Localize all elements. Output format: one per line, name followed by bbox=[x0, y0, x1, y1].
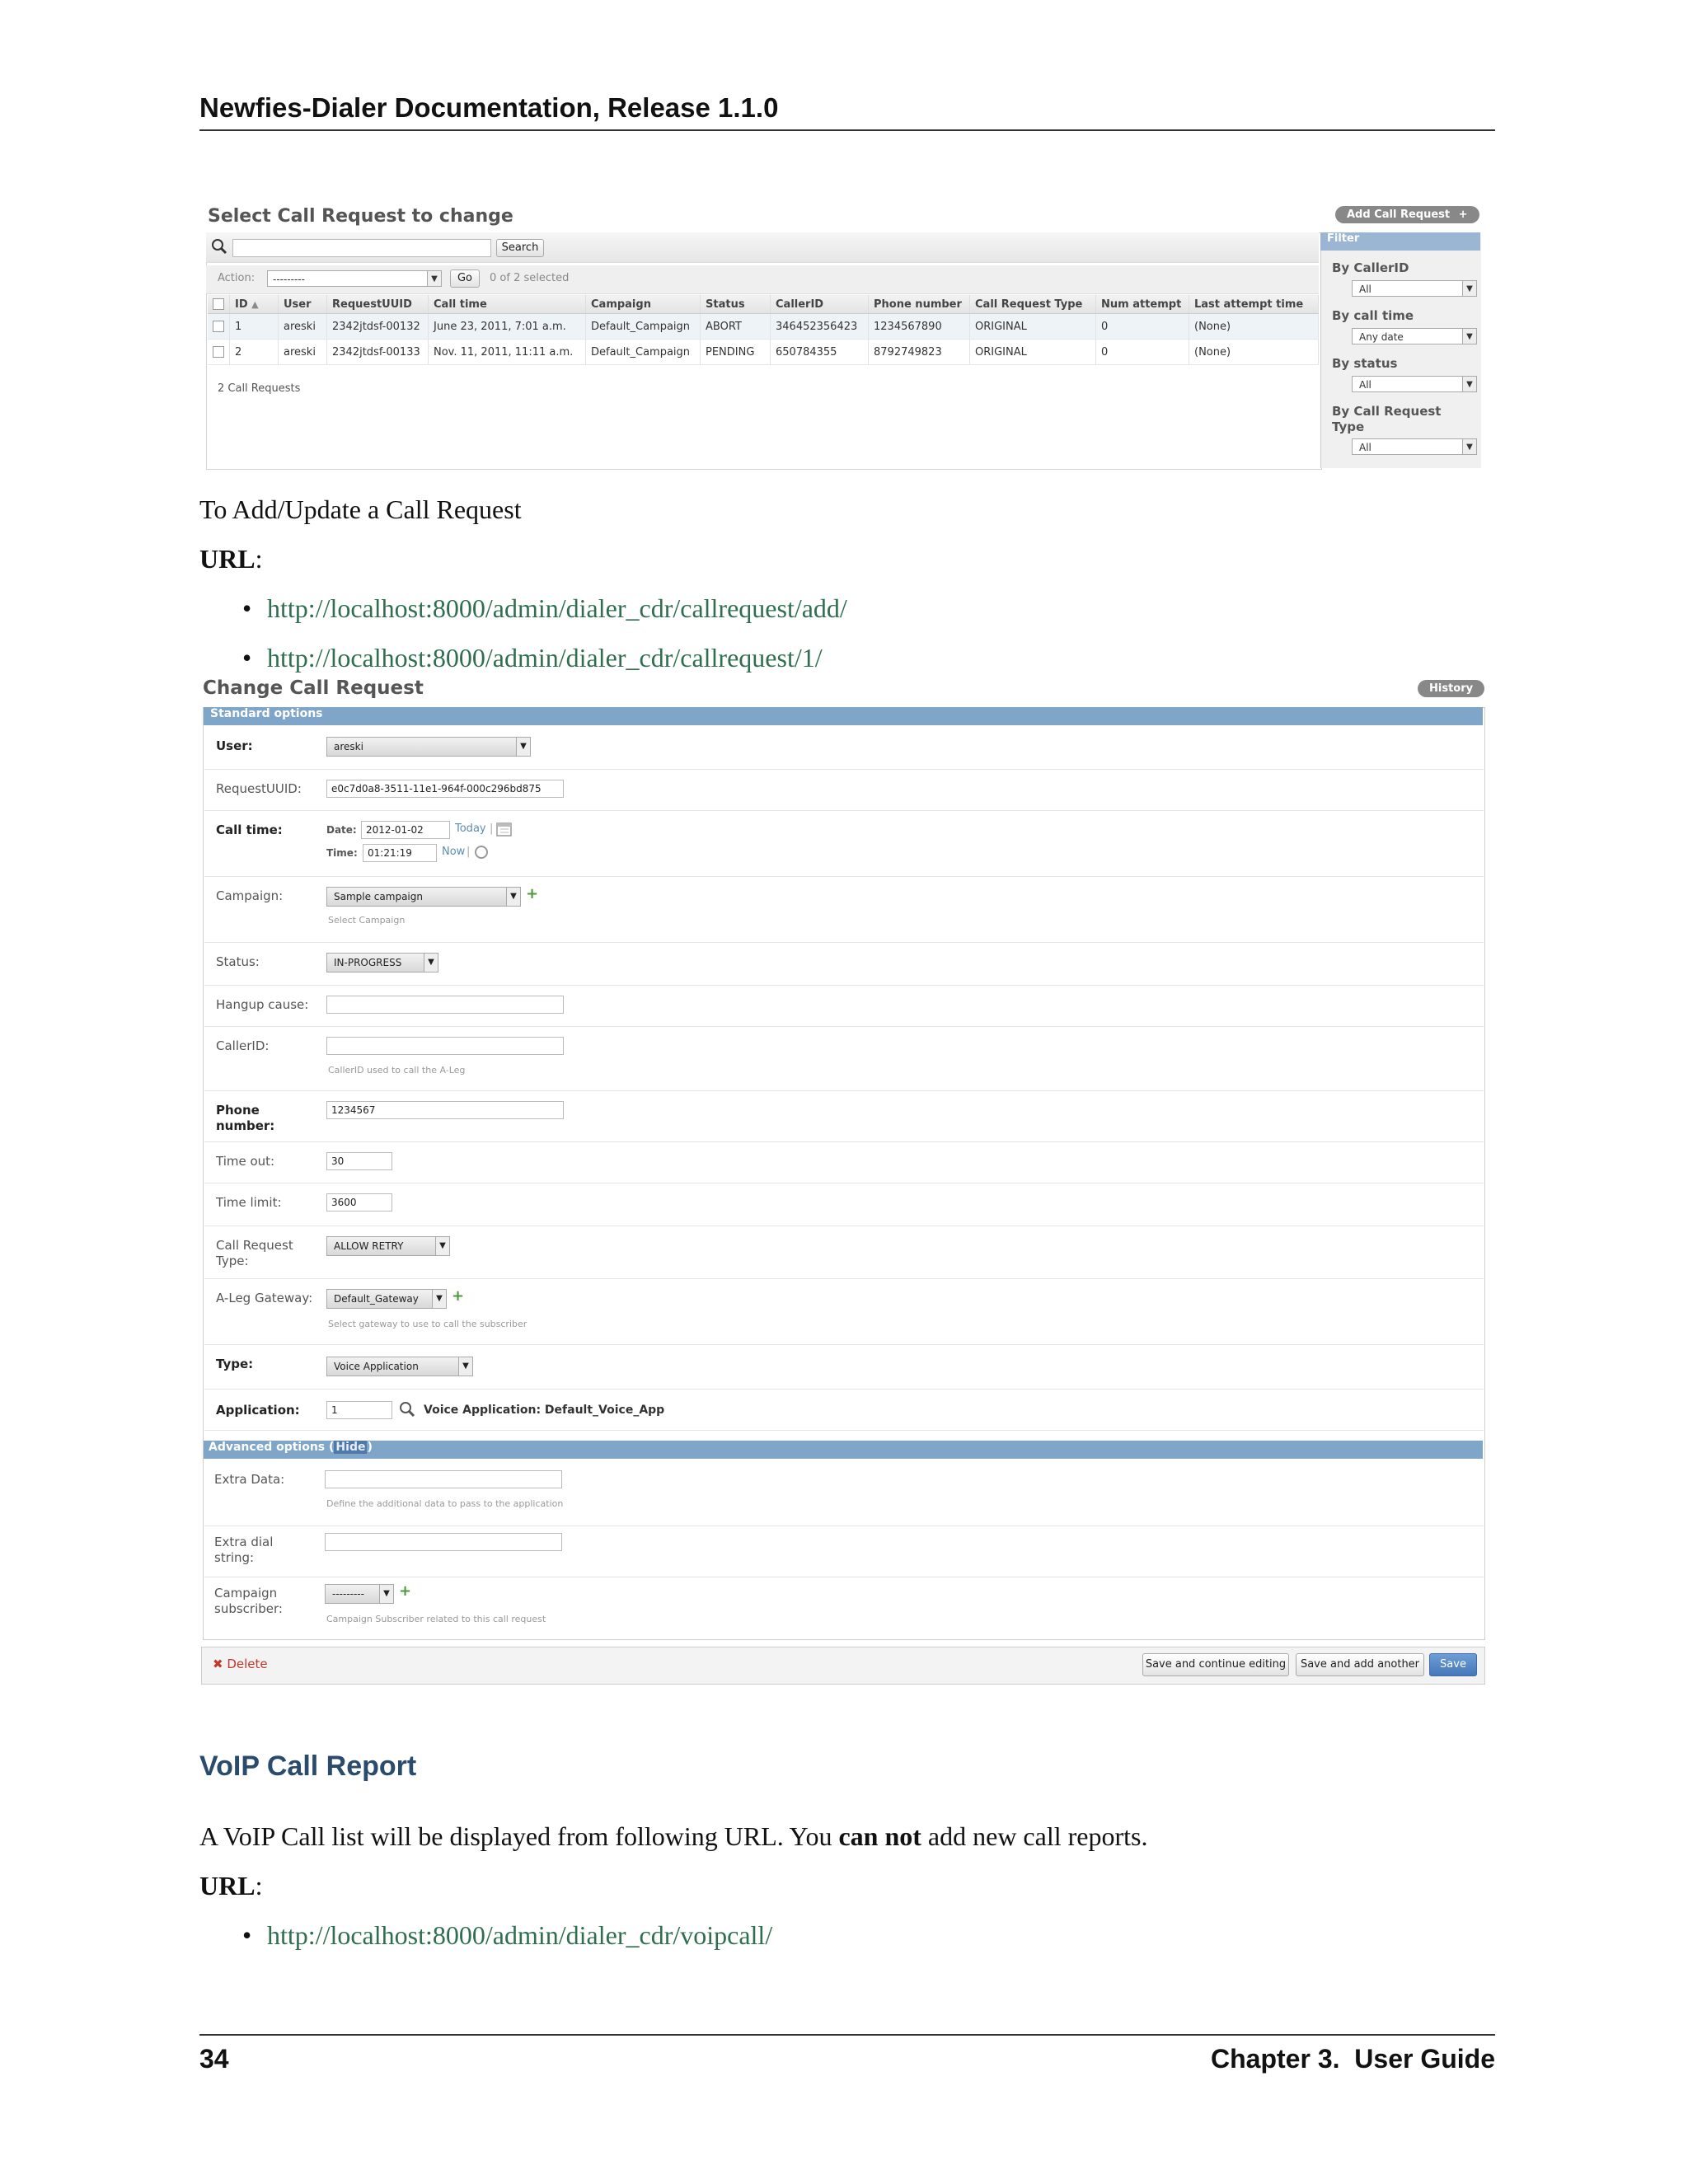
column-header[interactable]: Num attempt bbox=[1096, 295, 1189, 314]
phone-number-label: Phone number: bbox=[216, 1103, 275, 1133]
chevron-down-icon: ▼ bbox=[506, 888, 520, 906]
filter-status-select[interactable]: All ▼ bbox=[1352, 376, 1477, 392]
hide-link[interactable]: Hide bbox=[335, 1441, 366, 1454]
link-separator: | bbox=[467, 846, 471, 858]
phone-number-input[interactable]: 1234567 bbox=[326, 1101, 564, 1119]
standard-options-header bbox=[204, 707, 1483, 725]
table-cell: 1234567890 bbox=[869, 314, 970, 340]
advanced-options-label: Advanced options ( bbox=[209, 1441, 335, 1454]
table-cell-link[interactable]: 2342jtdsf-00132 bbox=[327, 314, 429, 340]
campaign-subscriber-label: Campaign subscriber: bbox=[214, 1586, 283, 1616]
chevron-down-icon: ▼ bbox=[1462, 377, 1476, 391]
filter-label: By status bbox=[1332, 356, 1398, 371]
form-row-time-out bbox=[204, 1141, 1484, 1183]
advanced-options-header: Advanced options ( Hide ) bbox=[204, 1441, 1483, 1459]
table-cell: June 23, 2011, 7:01 a.m. bbox=[429, 314, 586, 340]
chevron-down-icon: ▼ bbox=[458, 1357, 472, 1376]
table-cell: ORIGINAL bbox=[970, 314, 1096, 340]
save-and-add-another-button[interactable]: Save and add another bbox=[1296, 1653, 1424, 1676]
application-description: Voice Application: Default_Voice_App bbox=[424, 1404, 665, 1417]
doc-running-header: Newfies-Dialer Documentation, Release 1.1.0 bbox=[199, 92, 779, 123]
delete-link[interactable]: ✖ Delete bbox=[213, 1657, 268, 1671]
column-header[interactable]: Call Request Type bbox=[970, 295, 1096, 314]
type-label: Type: bbox=[216, 1357, 254, 1371]
campaign-help: Select Campaign bbox=[328, 915, 406, 926]
table-cell: areski bbox=[279, 314, 327, 340]
filter-label: By CallerID bbox=[1332, 260, 1409, 275]
filter-title: Filter bbox=[1327, 232, 1360, 245]
time-input[interactable]: 01:21:19 bbox=[363, 844, 437, 862]
search-button[interactable]: Search bbox=[496, 239, 544, 257]
column-header[interactable]: Phone number bbox=[869, 295, 970, 314]
url-label: URL: bbox=[199, 1871, 263, 1900]
column-header[interactable]: User bbox=[279, 295, 327, 314]
table-cell: PENDING bbox=[701, 340, 771, 365]
column-header[interactable]: RequestUUID bbox=[327, 295, 429, 314]
chevron-down-icon: ▼ bbox=[424, 954, 438, 972]
section-heading-voip-call-report: VoIP Call Report bbox=[199, 1750, 417, 1782]
callrequest-change-link[interactable]: http://localhost:8000/admin/dialer_cdr/callrequest/1/ bbox=[267, 643, 823, 673]
calendar-icon[interactable] bbox=[496, 821, 513, 837]
table-cell: 0 bbox=[1096, 340, 1189, 365]
filter-call-request-type-select[interactable]: All ▼ bbox=[1352, 438, 1477, 455]
url-label: URL: bbox=[199, 544, 263, 574]
table-cell: areski bbox=[279, 340, 327, 365]
clock-icon[interactable] bbox=[475, 846, 488, 859]
page-number: 34 bbox=[199, 2044, 229, 2074]
application-input[interactable]: 1 bbox=[326, 1401, 392, 1419]
extra-dial-string-input[interactable] bbox=[325, 1533, 562, 1551]
campaign-subscriber-select[interactable]: --------- ▼ bbox=[325, 1584, 394, 1604]
callrequest-add-link[interactable]: http://localhost:8000/admin/dialer_cdr/callrequest/add/ bbox=[267, 593, 847, 623]
user-select[interactable]: areski ▼ bbox=[326, 737, 531, 757]
submit-row bbox=[201, 1647, 1485, 1685]
hangup-cause-label: Hangup cause: bbox=[216, 997, 309, 1012]
table-cell: 0 bbox=[1096, 314, 1189, 340]
action-select[interactable] bbox=[267, 270, 442, 287]
now-link[interactable]: Now bbox=[442, 846, 466, 858]
form-row-application bbox=[204, 1389, 1484, 1431]
time-limit-label: Time limit: bbox=[216, 1195, 282, 1210]
table-cell: Default_Campaign bbox=[586, 314, 701, 340]
request-uuid-input[interactable]: e0c7d0a8-3511-11e1-964f-000c296bd875 bbox=[326, 780, 564, 798]
call-request-type-label: Call Request Type: bbox=[216, 1238, 293, 1268]
campaign-select[interactable]: Sample campaign ▼ bbox=[326, 887, 521, 907]
call-time-label: Call time: bbox=[216, 823, 283, 837]
callerid-label: CallerID: bbox=[216, 1038, 270, 1053]
extra-data-help: Define the additional data to pass to the application bbox=[326, 1498, 564, 1509]
chevron-down-icon: ▼ bbox=[1462, 329, 1476, 344]
add-call-request-label: Add Call Request bbox=[1347, 209, 1451, 221]
row-id-link[interactable]: 1 bbox=[230, 314, 279, 340]
column-header[interactable]: CallerID bbox=[771, 295, 869, 314]
table-cell: 650784355 bbox=[771, 340, 869, 365]
bullet: • bbox=[242, 593, 252, 623]
search-input[interactable] bbox=[232, 239, 491, 257]
changelist-title: Select Call Request to change bbox=[208, 206, 513, 227]
add-campaign-plus-icon[interactable]: + bbox=[526, 885, 539, 902]
column-header[interactable]: Last attempt time bbox=[1189, 295, 1319, 314]
chevron-down-icon: ▼ bbox=[427, 271, 441, 286]
aleg-gateway-help: Select gateway to use to call the subscriber bbox=[328, 1319, 528, 1329]
chevron-down-icon: ▼ bbox=[435, 1237, 449, 1255]
hangup-cause-input[interactable] bbox=[326, 996, 564, 1014]
today-link[interactable]: Today bbox=[455, 823, 486, 835]
sort-ascending-icon: ▲ bbox=[251, 298, 259, 310]
table-cell: (None) bbox=[1189, 340, 1319, 365]
action-select-value: --------- bbox=[273, 274, 305, 285]
form-row-callerid bbox=[204, 1026, 1484, 1091]
add-plus-icon: + bbox=[1458, 209, 1468, 221]
select-all-checkbox[interactable] bbox=[213, 298, 224, 310]
filter-label: By call time bbox=[1332, 308, 1414, 323]
table-cell-link[interactable]: 2342jtdsf-00133 bbox=[327, 340, 429, 365]
save-and-continue-button[interactable]: Save and continue editing bbox=[1142, 1653, 1289, 1676]
table-header-row bbox=[208, 295, 1319, 314]
row-checkbox[interactable] bbox=[213, 346, 224, 358]
voip-description: A VoIP Call list will be displayed from following URL. You can not add new call reports. bbox=[199, 1821, 1148, 1851]
selected-count: 0 of 2 selected bbox=[490, 272, 570, 284]
bullet: • bbox=[242, 643, 252, 673]
table-cell: Nov. 11, 2011, 11:11 a.m. bbox=[429, 340, 586, 365]
add-gateway-plus-icon[interactable]: + bbox=[452, 1287, 465, 1305]
voipcall-link[interactable]: http://localhost:8000/admin/dialer_cdr/voipcall/ bbox=[267, 1920, 773, 1950]
status-label: Status: bbox=[216, 954, 260, 969]
time-limit-input[interactable]: 3600 bbox=[326, 1193, 392, 1212]
select-all-header bbox=[208, 295, 230, 314]
table-row bbox=[208, 314, 1319, 340]
extra-data-label: Extra Data: bbox=[214, 1472, 285, 1487]
callerid-help: CallerID used to call the A-Leg bbox=[328, 1065, 466, 1076]
column-header[interactable]: Campaign bbox=[586, 295, 701, 314]
footer-rule bbox=[199, 2034, 1495, 2036]
date-input[interactable]: 2012-01-02 bbox=[361, 821, 450, 839]
table-cell: (None) bbox=[1189, 314, 1319, 340]
callerid-input[interactable] bbox=[326, 1037, 564, 1055]
filter-header bbox=[1320, 232, 1480, 251]
add-subscriber-plus-icon[interactable]: + bbox=[399, 1582, 412, 1600]
call-request-type-select[interactable]: ALLOW RETRY ▼ bbox=[326, 1236, 450, 1256]
filter-callerid-select[interactable]: All ▼ bbox=[1352, 280, 1477, 297]
standard-options-label: Standard options bbox=[210, 707, 323, 720]
table-cell: 346452356423 bbox=[771, 314, 869, 340]
time-label: Time: bbox=[326, 847, 358, 859]
bullet: • bbox=[242, 1920, 252, 1950]
chevron-down-icon: ▼ bbox=[1462, 281, 1476, 296]
go-button[interactable]: Go bbox=[450, 269, 480, 288]
paginator-count: 2 Call Requests bbox=[218, 382, 301, 395]
action-label: Action: bbox=[218, 272, 256, 284]
aleg-gateway-label: A-Leg Gateway: bbox=[216, 1291, 313, 1305]
table-cell: Default_Campaign bbox=[586, 340, 701, 365]
form-row-time-limit bbox=[204, 1183, 1484, 1226]
delete-icon: ✖ bbox=[213, 1657, 223, 1671]
chevron-down-icon: ▼ bbox=[379, 1585, 393, 1603]
table-cell: ORIGINAL bbox=[970, 340, 1096, 365]
row-checkbox[interactable] bbox=[213, 321, 224, 332]
status-select[interactable]: IN-PROGRESS ▼ bbox=[326, 953, 438, 972]
table-cell: ABORT bbox=[701, 314, 771, 340]
user-label: User: bbox=[216, 738, 253, 753]
search-icon bbox=[211, 238, 227, 255]
extra-data-input[interactable] bbox=[325, 1470, 562, 1488]
time-out-label: Time out: bbox=[216, 1154, 275, 1169]
filter-call-time-select[interactable]: Any date ▼ bbox=[1352, 328, 1477, 344]
time-out-input[interactable]: 30 bbox=[326, 1152, 392, 1170]
date-label: Date: bbox=[326, 824, 357, 836]
row-id-link[interactable]: 2 bbox=[230, 340, 279, 365]
changeform-title: Change Call Request bbox=[203, 677, 424, 699]
chevron-down-icon: ▼ bbox=[1462, 439, 1476, 454]
column-header[interactable]: ID ▲ bbox=[230, 295, 279, 314]
application-label: Application: bbox=[216, 1403, 300, 1418]
table-row bbox=[208, 340, 1319, 365]
extra-dial-string-label: Extra dial string: bbox=[214, 1535, 274, 1565]
aleg-gateway-select[interactable]: Default_Gateway ▼ bbox=[326, 1289, 447, 1309]
column-header[interactable]: Status bbox=[701, 295, 771, 314]
request-uuid-label: RequestUUID: bbox=[216, 781, 302, 796]
type-select[interactable]: Voice Application ▼ bbox=[326, 1357, 473, 1376]
history-button[interactable]: History bbox=[1418, 680, 1484, 697]
filter-label: By Call Request Type bbox=[1332, 404, 1442, 434]
campaign-label: Campaign: bbox=[216, 888, 284, 903]
header-rule bbox=[199, 129, 1495, 131]
chapter-title: Chapter 3. User Guide bbox=[1211, 2044, 1495, 2074]
results-table bbox=[208, 295, 1319, 365]
table-cell: 8792749823 bbox=[869, 340, 970, 365]
save-button[interactable]: Save bbox=[1429, 1653, 1477, 1676]
add-call-request-button[interactable] bbox=[1335, 206, 1479, 223]
chevron-down-icon: ▼ bbox=[432, 1290, 446, 1308]
lookup-search-icon[interactable] bbox=[399, 1401, 415, 1418]
chevron-down-icon: ▼ bbox=[516, 738, 530, 756]
column-header[interactable]: Call time bbox=[429, 295, 586, 314]
link-separator: | bbox=[490, 823, 494, 835]
para-add-update: To Add/Update a Call Request bbox=[199, 494, 522, 524]
campaign-subscriber-help: Campaign Subscriber related to this call request bbox=[326, 1614, 546, 1624]
